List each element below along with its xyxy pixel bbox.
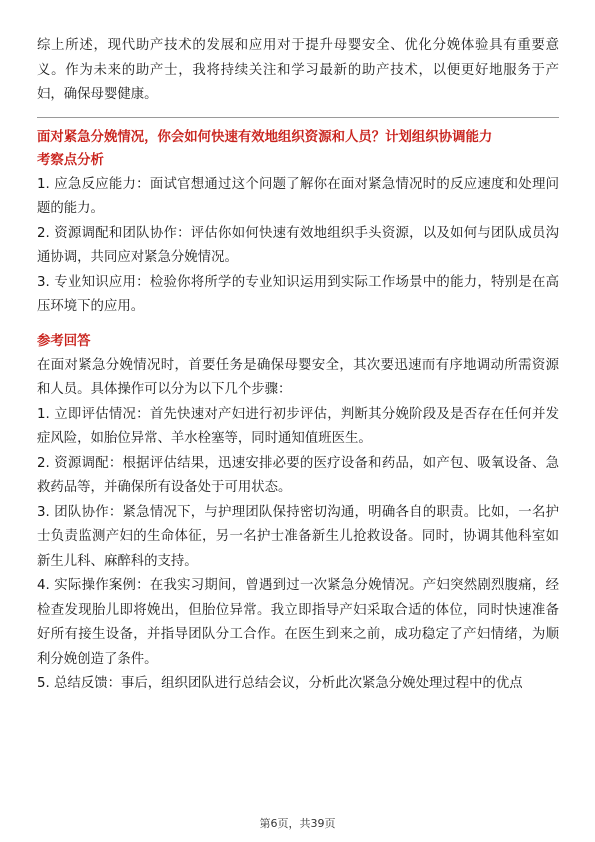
- intro-paragraph: 综上所述，现代助产技术的发展和应用对于提升母婴安全、优化分娩体验具有重要意义。作为未来的助产士，我将持续关注和学习最新的助产技术，以便更好地服务于产妇，确保母婴健康。: [37, 38, 559, 102]
- analysis-item: 3. 专业知识应用：检验你将所学的专业知识运用到实际工作场景中的能力，特别是在高压环境下的应用。: [37, 274, 559, 314]
- analysis-item: 2. 资源调配和团队协作：评估你如何快速有效地组织手头资源，以及如何与团队成员沟通协调，共同应对紧急分娩情况。: [37, 225, 559, 265]
- page-number: 第6页，共39页: [259, 817, 336, 830]
- answer-item: 1. 立即评估情况：首先快速对产妇进行初步评估，判断其分娩阶段及是否存在任何并发症风险，如胎位异常、羊水栓塞等，同时通知值班医生。: [37, 406, 559, 446]
- analysis-item: 1. 应急反应能力：面试官想通过这个问题了解你在面对紧急情况时的反应速度和处理问题的能力。: [37, 176, 559, 216]
- question-title: 面对紧急分娩情况，你会如何快速有效地组织资源和人员？计划组织协调能力: [37, 129, 493, 145]
- answer-item: 2. 资源调配：根据评估结果，迅速安排必要的医疗设备和药品，如产包、吸氧设备、急救药品等，并确保所有设备处于可用状态。: [37, 455, 559, 495]
- answer-heading: 参考回答: [37, 333, 91, 349]
- document-page: [37, 34, 559, 697]
- answer-item: 3. 团队协作：紧急情况下，与护理团队保持密切沟通，明确各自的职责。比如，一名护士负责监测产妇的生命体征，另一名护士准备新生儿抢救设备。同时，协调其他科室如新生儿科、麻醉科的支持。: [37, 504, 559, 569]
- analysis-heading: 考察点分析: [37, 152, 104, 168]
- section-divider: [37, 117, 559, 118]
- answer-item: 5. 总结反馈：事后，组织团队进行总结会议，分析此次紧急分娩处理过程中的优点: [37, 676, 523, 691]
- answer-item: 4. 实际操作案例：在我实习期间，曾遇到过一次紧急分娩情况。产妇突然剧烈腹痛，经检查发现胎儿即将娩出，但胎位异常。我立即指导产妇采取合适的体位，同时快速准备好所有接生设备，并指导团队分工合作。在医生到来之前，成功稳定了产妇情绪，为顺利分娩创造了条件。: [37, 578, 559, 667]
- answer-intro: 在面对紧急分娩情况时，首要任务是确保母婴安全，其次要迅速而有序地调动所需资源和人员。具体操作可以分为以下几个步骤：: [37, 357, 559, 397]
